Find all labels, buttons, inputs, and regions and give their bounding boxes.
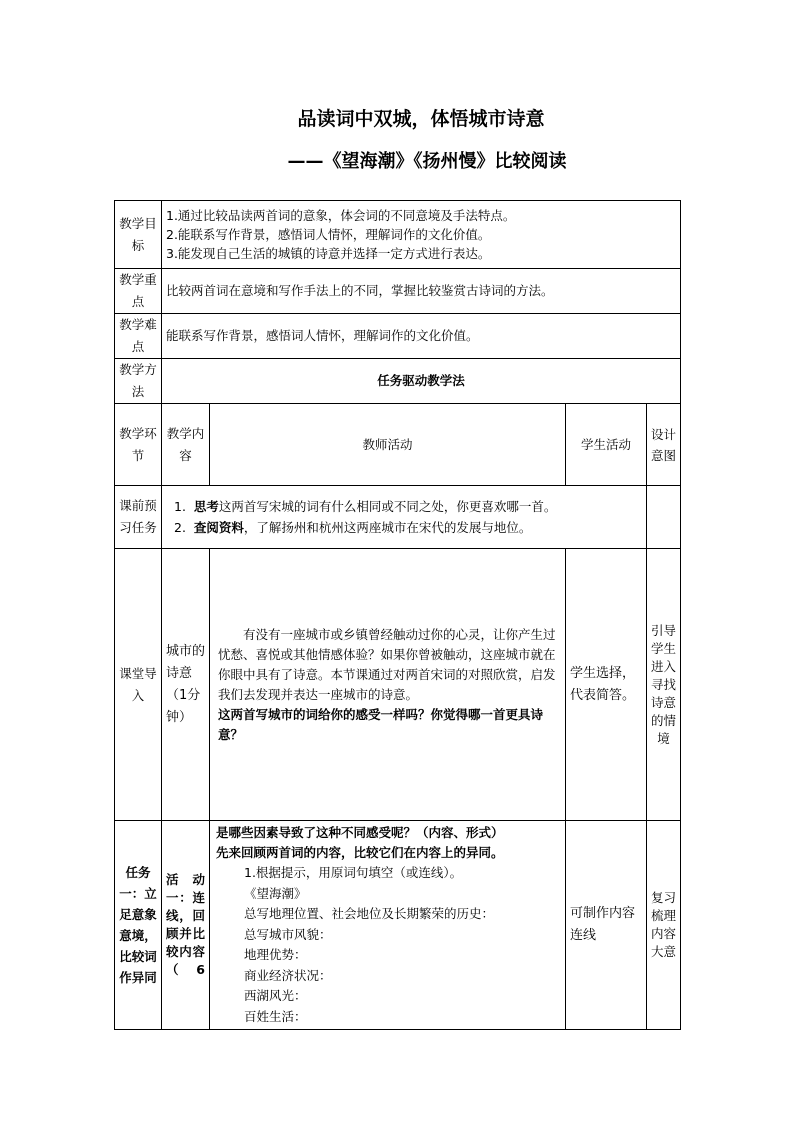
header-row <box>115 404 681 486</box>
method-text: 任务驱动教学法 <box>162 359 681 404</box>
objective-item: 3.能发现自己生活的城镇的诗意并选择一定方式进行表达。 <box>166 246 491 261</box>
intro-row <box>115 549 681 821</box>
key-points-row <box>115 269 681 314</box>
task1-student: 可制作内容连线 <box>566 821 647 1030</box>
difficulties-row <box>115 314 681 359</box>
task1-line: 1.根据提示，用原词句填空（或连线）。 <box>244 865 463 880</box>
task1-label: 任务一：立足意象意境，比较词作异同 <box>115 821 162 1030</box>
task1-line: 地理优势： <box>244 947 307 962</box>
intro-teacher <box>210 549 566 821</box>
method-row <box>115 359 681 404</box>
method-label: 教学方法 <box>115 359 162 404</box>
difficulties-label: 教学难点 <box>115 314 162 359</box>
key-points-label: 教学重点 <box>115 269 162 314</box>
task1-line: 《望海潮》 <box>244 885 307 901</box>
task1-intent: 复习梳理内容大意 <box>647 821 681 1030</box>
objective-item: 1.通过比较品读两首词的意象，体会词的不同意境及手法特点。 <box>166 208 516 223</box>
objectives-label: 教学目标 <box>115 201 162 269</box>
task1-teacher <box>210 821 566 1030</box>
preview-label: 课前预习任务 <box>115 486 162 549</box>
task1-lines <box>216 863 559 1027</box>
preview-row <box>115 486 681 549</box>
key-points-text: 比较两首词在意境和写作手法上的不同，掌握比较鉴赏古诗词的方法。 <box>162 269 681 314</box>
header-stage: 教学环节 <box>115 404 162 486</box>
task1-instruction: 先来回顾两首词的内容，比较它们在内容上的异同。 <box>216 845 504 860</box>
intro-teacher-text: 有没有一座城市或乡镇曾经触动过你的心灵，让你产生过忧愁、喜悦或其他情感体验？如果你曾被触动，这座城市就在你眼中具有了诗意。本节课通过对两首宋词的对照欣赏，启发我们去发现并表达一座城市的诗意。 <box>218 626 556 702</box>
preview-item-keyword: 思考 <box>193 499 219 514</box>
preview-intent <box>647 486 681 549</box>
intro-intent: 引导学生进入寻找诗意的情境 <box>647 549 681 821</box>
preview-item-keyword: 查阅资料 <box>193 520 244 535</box>
task1-line: 总写地理位置、社会地位及长期繁荣的历史： <box>244 906 495 921</box>
task1-line: 总写城市风貌： <box>244 926 332 942</box>
preview-item: 2. 查阅资料，了解扬州和杭州这两座城市在宋代的发展与地位。 <box>174 520 532 535</box>
intro-label: 课堂导入 <box>115 549 162 821</box>
task1-content: 活动一：连线，回顾并比较内容（6 <box>162 821 210 1030</box>
page-subtitle: ——《望海潮》《扬州慢》比较阅读 <box>287 151 567 172</box>
lesson-plan-table <box>114 200 681 1030</box>
difficulties-text: 能联系写作背景，感悟词人情怀，理解词作的文化价值。 <box>162 314 681 359</box>
header-student: 学生活动 <box>566 404 647 486</box>
header-teacher: 教师活动 <box>210 404 566 486</box>
task1-line: 商业经济状况： <box>244 967 332 983</box>
preview-content <box>162 486 647 549</box>
objectives-content <box>162 201 681 269</box>
objective-item: 2.能联系写作背景，感悟词人情怀，理解词作的文化价值。 <box>166 227 491 242</box>
task1-question: 是哪些因素导致了这种不同感受呢？（内容、形式） <box>216 825 504 840</box>
intro-content: 城市的诗意（1分钟） <box>162 549 210 821</box>
objectives-row <box>115 201 681 269</box>
header-content: 教学内容 <box>162 404 210 486</box>
intro-teacher-question: 这两首写城市的词给你的感受一样吗？你觉得哪一首更具诗意？ <box>218 706 544 742</box>
page-title: 品读词中双城，体悟城市诗意 <box>297 108 545 130</box>
task1-line: 百姓生活： <box>244 1008 307 1024</box>
task1-line: 西湖风光： <box>244 988 307 1003</box>
preview-item: 1. 思考这两首写宋城的词有什么相同或不同之处，你更喜欢哪一首。 <box>174 499 557 514</box>
header-intent: 设计意图 <box>647 404 681 486</box>
task1-row <box>115 821 681 1030</box>
intro-student: 学生选择，代表简答。 <box>566 549 647 821</box>
